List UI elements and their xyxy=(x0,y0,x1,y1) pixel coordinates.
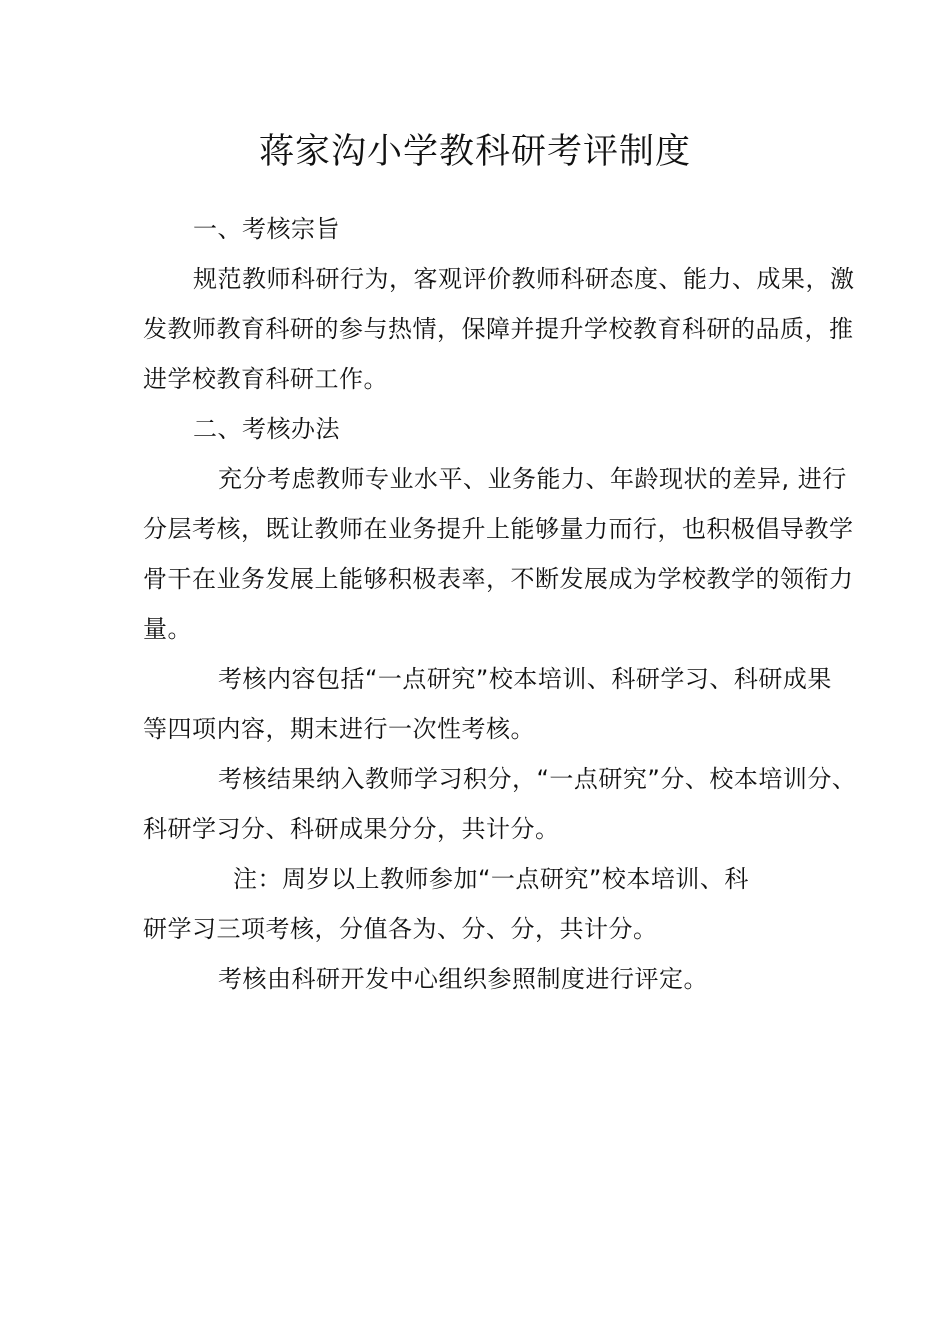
note-line: 注：周岁以上教师参加“一点研究”校本培训、科 xyxy=(233,865,749,893)
paragraph-line: 考核结果纳入教师学习积分，“一点研究”分、校本培训分、 xyxy=(218,765,857,793)
paragraph-line: 规范教师科研行为，客观评价教师科研态度、能力、成果，激 xyxy=(193,265,855,293)
section-heading: 一、考核宗旨 xyxy=(193,215,340,243)
section-heading: 二、考核办法 xyxy=(193,415,340,443)
paragraph-line: 充分考虑教师专业水平、业务能力、年龄现状的差异, 进行 xyxy=(218,465,847,493)
paragraph-line: 发教师教育科研的参与热情，保障并提升学校教育科研的品质，推 xyxy=(143,315,854,343)
paragraph-line: 考核由科研开发中心组织参照制度进行评定。 xyxy=(218,965,708,993)
paragraph-line: 等四项内容，期末进行一次性考核。 xyxy=(143,715,535,743)
document-title: 蒋家沟小学教科研考评制度 xyxy=(258,132,691,172)
paragraph-line: 进学校教育科研工作。 xyxy=(143,365,388,393)
paragraph-line: 科研学习分、科研成果分分，共计分。 xyxy=(143,815,560,843)
paragraph-line: 分层考核，既让教师在业务提升上能够量力而行，也积极倡导教学 xyxy=(143,515,854,543)
note-line: 研学习三项考核，分值各为、分、分，共计分。 xyxy=(143,915,658,943)
paragraph-line: 骨干在业务发展上能够积极表率，不断发展成为学校教学的领衔力 xyxy=(143,565,854,593)
paragraph-line: 量。 xyxy=(143,615,192,643)
paragraph-line: 考核内容包括“一点研究”校本培训、科研学习、科研成果 xyxy=(218,665,832,693)
